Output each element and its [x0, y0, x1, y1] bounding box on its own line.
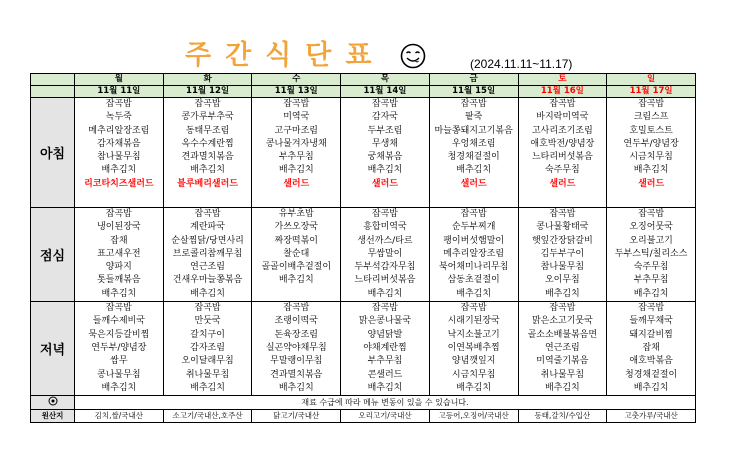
menu-item: 호밀토스트 [629, 125, 673, 136]
menu-item: 잡곡밥 [283, 99, 310, 109]
menu-item: 배추김치 [278, 165, 314, 176]
highlight-menu-item: 샐러드 [549, 178, 576, 189]
menu-cell [75, 98, 164, 208]
menu-item: 청경채겉절이 [625, 369, 678, 380]
menu-item: 애호박전/양념장 [530, 138, 595, 149]
menu-item: 미역국 [283, 112, 310, 123]
menu-item: 맑은콩나물국 [358, 316, 412, 327]
menu-item: 들깨수제비국 [92, 316, 145, 327]
highlight-menu-item: 리코타치즈샐러드 [84, 178, 154, 189]
menu-item: 가쓰오장국 [274, 222, 318, 233]
menu-item: 배추김치 [278, 275, 314, 286]
menu-item: 배추김치 [190, 288, 225, 299]
menu-item: 잡곡밥 [194, 209, 221, 219]
menu-item: 맑은소고기뭇국 [531, 316, 593, 327]
menu-item: 돼지갈비찜 [629, 329, 673, 340]
menu-item: 찰순대 [283, 248, 310, 259]
note-circle-icon [48, 396, 58, 406]
menu-item: 조랭이떡국 [274, 316, 318, 327]
menu-item: 야채계란찜 [363, 342, 407, 353]
menu-item: 오징어뭇국 [629, 222, 673, 233]
menu-cell [607, 208, 696, 302]
origin-row [31, 410, 696, 423]
menu-item: 배추김치 [633, 165, 669, 176]
menu-item: 무생채 [371, 138, 398, 149]
menu-item: 잡곡밥 [371, 303, 398, 314]
menu-item: 숙주무침 [633, 262, 669, 273]
day-name: 수 [252, 74, 341, 86]
menu-item: 연두부/양념장 [623, 138, 679, 149]
menu-item: 유부초밥 [278, 209, 314, 219]
meal-label: 저녁 [31, 302, 75, 396]
day-date: 11월 17일 [607, 86, 696, 98]
menu-item: 부추무침 [367, 356, 403, 367]
origin-item: 닭고기/국내산 [252, 410, 341, 423]
menu-item: 잡곡밥 [105, 209, 132, 219]
menu-item: 두부조림 [367, 125, 403, 136]
menu-item: 잡곡밥 [460, 99, 487, 109]
menu-item: 메추리알장조림 [88, 125, 150, 136]
menu-item: 마늘쫑돼지고기볶음 [434, 125, 513, 136]
menu-item: 잡곡밥 [194, 99, 221, 109]
menu-item: 북어채미나리무침 [438, 262, 509, 273]
origin-item: 고춧가루/국내산 [607, 410, 696, 423]
menu-item: 견과멸치볶음 [181, 152, 234, 163]
menu-item: 순두부찌개 [451, 222, 496, 233]
menu-item: 콩나물황태국 [536, 222, 589, 233]
menu-item: 이연복배추찜 [447, 342, 500, 353]
menu-item: 녹두죽 [105, 112, 132, 123]
menu-item: 연근조림 [190, 262, 225, 273]
menu-cell [341, 302, 430, 396]
meal-row [31, 98, 696, 208]
menu-item: 오이무침 [544, 275, 580, 286]
smiley-face-icon [400, 43, 426, 69]
menu-item: 동태무조림 [185, 125, 230, 136]
menu-item: 궁채볶음 [367, 152, 403, 163]
menu-item: 잡채 [110, 235, 128, 246]
menu-item: 잡곡밥 [638, 209, 665, 219]
menu-item: 짜장떡볶이 [274, 235, 318, 246]
day-header-row [31, 74, 696, 86]
menu-cell [429, 302, 518, 396]
menu-cell [252, 208, 341, 302]
menu-item: 흥합미역국 [363, 222, 407, 233]
menu-item: 배추김치 [456, 382, 492, 393]
menu-item: 잡곡밥 [549, 303, 576, 314]
menu-item: 두부스틱/칠리소스 [614, 248, 688, 259]
menu-item: 취나물무침 [540, 369, 585, 380]
menu-item: 잡곡밥 [105, 99, 132, 109]
menu-item: 양념깻잎지 [451, 356, 496, 367]
menu-item: 브로콜리참깨무침 [172, 248, 243, 259]
menu-item: 잡곡밥 [549, 209, 576, 219]
menu-item: 배추김치 [367, 382, 403, 393]
menu-item: 고구마조림 [274, 125, 318, 136]
menu-item: 잡곡밥 [283, 303, 310, 314]
day-name: 금 [429, 74, 518, 86]
menu-cell [607, 302, 696, 396]
menu-item: 쌈무 [110, 356, 128, 367]
menu-period: (2024.11.11~11.17) [470, 57, 573, 71]
menu-item: 콘샐러드 [367, 369, 403, 380]
day-date: 11월 11일 [75, 86, 164, 98]
menu-item: 들깨무채국 [629, 316, 673, 327]
menu-item: 팥죽 [464, 112, 483, 123]
menu-cell [341, 98, 430, 208]
menu-item: 계란파국 [190, 222, 225, 233]
date-corner [31, 86, 75, 98]
note-row [31, 396, 696, 410]
menu-item: 배추김치 [456, 165, 492, 176]
menu-item: 옥수수계란찜 [181, 138, 234, 149]
menu-item: 골골이배추겉절이 [261, 262, 332, 273]
page-title: 주간식단표 [185, 40, 386, 71]
highlight-menu-item: 샐러드 [460, 178, 487, 189]
menu-cell [429, 208, 518, 302]
menu-item: 돈육장조림 [274, 329, 318, 340]
menu-item: 시금치무침 [451, 369, 496, 380]
origin-item: 오리고기/국내산 [341, 410, 430, 423]
highlight-menu-item: 블루베리샐러드 [177, 178, 238, 189]
menu-cell [518, 302, 607, 396]
menu-item: 미역줄기볶음 [536, 356, 589, 367]
menu-item: 콩나물겨자냉채 [265, 138, 327, 149]
menu-item: 잡곡밥 [371, 99, 398, 109]
menu-item: 잡채 [642, 342, 660, 353]
menu-item: 잡곡밥 [638, 99, 665, 109]
menu-item: 생선까스/타르 [357, 235, 413, 246]
menu-change-note: 재료 수급에 따라 메뉴 변동이 있을 수 있습니다. [75, 396, 696, 410]
day-name: 월 [75, 74, 164, 86]
menu-item: 배추김치 [190, 165, 225, 176]
menu-item: 콩나물무침 [97, 369, 141, 380]
menu-item: 숙주무침 [544, 165, 580, 176]
menu-item: 햇잎간장닭갈비 [531, 235, 593, 246]
menu-item: 잡곡밥 [638, 303, 665, 314]
menu-item: 우엉채조림 [451, 138, 496, 149]
menu-item: 골소소배불볶음면 [527, 329, 598, 340]
menu-item: 무말랭이무침 [270, 356, 323, 367]
day-name: 목 [341, 74, 430, 86]
day-name: 토 [518, 74, 607, 86]
menu-item: 취나물무침 [185, 369, 230, 380]
menu-item: 배추김치 [101, 288, 137, 299]
menu-item: 배추김치 [633, 288, 669, 299]
menu-item: 연근조림 [544, 342, 580, 353]
origin-label: 원산지 [31, 410, 75, 423]
menu-item: 팽이버섯햄말이 [443, 235, 505, 246]
menu-item: 오이달래무침 [181, 356, 234, 367]
menu-item: 순살찜닭/당면사리 [171, 235, 244, 246]
menu-item: 부추무침 [278, 152, 314, 163]
menu-item: 바지락미역국 [536, 112, 589, 123]
menu-item: 배추김치 [367, 165, 403, 176]
menu-item: 콩가루부추국 [181, 112, 234, 123]
menu-item: 잡곡밥 [549, 99, 576, 109]
menu-item: 견과멸치볶음 [270, 369, 323, 380]
meal-row [31, 302, 696, 396]
menu-item: 배추김치 [101, 382, 137, 393]
note-icon-cell [31, 396, 75, 410]
menu-item: 감자채볶음 [97, 138, 141, 149]
menu-item: 크림스프 [633, 112, 669, 123]
menu-item: 잡곡밥 [460, 303, 487, 314]
menu-cell [429, 98, 518, 208]
highlight-menu-item: 샐러드 [371, 178, 398, 189]
highlight-menu-item: 샐러드 [283, 178, 310, 189]
menu-item: 김두부구이 [540, 248, 585, 259]
origin-item: 김치,쌀/국내산 [75, 410, 164, 423]
menu-item: 느타리버섯볶음 [354, 275, 416, 286]
menu-item: 배추김치 [456, 288, 492, 299]
menu-item: 삼동초겉절이 [447, 275, 500, 286]
meal-label: 점심 [31, 208, 75, 302]
menu-item: 시래기된장국 [447, 316, 500, 327]
day-date: 11월 16일 [518, 86, 607, 98]
menu-item: 감자조림 [190, 342, 225, 353]
menu-item: 배추김치 [633, 382, 669, 393]
menu-item: 배추김치 [278, 382, 314, 393]
menu-item: 배추김치 [101, 165, 137, 176]
menu-cell [607, 98, 696, 208]
menu-cell [163, 302, 252, 396]
menu-item: 오리불고기 [629, 235, 673, 246]
menu-cell [252, 302, 341, 396]
day-date: 11월 15일 [429, 86, 518, 98]
menu-cell [163, 208, 252, 302]
day-date: 11월 12일 [163, 86, 252, 98]
origin-item: 고등어,오징어/국내산 [429, 410, 518, 423]
origin-item: 동태,갈치/수입산 [518, 410, 607, 423]
menu-item: 양파지 [105, 262, 132, 273]
menu-cell [341, 208, 430, 302]
menu-item: 무쌈말이 [367, 248, 403, 259]
menu-item: 표고새우전 [97, 248, 141, 259]
menu-cell [75, 208, 164, 302]
menu-cell [75, 302, 164, 396]
menu-item: 갈치구이 [190, 329, 225, 340]
highlight-menu-item: 샐러드 [638, 178, 665, 189]
menu-cell [518, 208, 607, 302]
menu-item: 냉이된장국 [97, 222, 141, 233]
menu-item: 메추리알장조림 [443, 248, 505, 259]
menu-item: 건새우마늘쫑볶음 [172, 275, 243, 286]
day-name: 화 [163, 74, 252, 86]
menu-item: 애호박볶음 [629, 356, 673, 367]
meal-row [31, 208, 696, 302]
menu-item: 잡곡밥 [460, 209, 487, 219]
menu-item: 고사리조기조림 [531, 125, 593, 136]
menu-item: 배추김치 [544, 382, 580, 393]
menu-item: 감자국 [371, 112, 398, 123]
menu-item: 연두부/양념장 [91, 342, 147, 353]
origin-item: 소고기/국내산,호주산 [163, 410, 252, 423]
menu-item: 만둣국 [194, 316, 221, 327]
menu-item: 시금치무침 [629, 152, 673, 163]
menu-cell [252, 98, 341, 208]
day-date: 11월 14일 [341, 86, 430, 98]
menu-cell [518, 98, 607, 208]
menu-item: 실곤약야채무침 [265, 342, 327, 353]
menu-item: 배추김치 [367, 288, 403, 299]
menu-cell [163, 98, 252, 208]
weekly-menu-table [30, 73, 696, 423]
menu-item: 잡곡밥 [105, 303, 132, 314]
menu-item: 배추김치 [544, 288, 580, 299]
meal-rows [31, 98, 696, 396]
menu-item: 두부석감자무침 [354, 262, 416, 273]
menu-item: 잡곡밥 [194, 303, 221, 314]
menu-item: 양념닭발 [367, 329, 403, 340]
menu-item: 부추무침 [633, 275, 669, 286]
menu-item: 청경채겉절이 [447, 152, 500, 163]
date-row [31, 86, 696, 98]
header-corner [31, 74, 75, 86]
menu-item: 참나물무침 [540, 262, 585, 273]
meal-label: 아침 [31, 98, 75, 208]
menu-item: 낙지소불고기 [447, 329, 500, 340]
menu-item: 톳들깨볶음 [97, 275, 141, 286]
day-date: 11월 13일 [252, 86, 341, 98]
menu-item: 잡곡밥 [371, 209, 398, 219]
menu-item: 참나물무침 [97, 152, 141, 163]
menu-item: 느타리버섯볶음 [531, 152, 593, 163]
menu-item: 묵은지등갈비찜 [88, 329, 150, 340]
menu-item: 배추김치 [190, 382, 225, 393]
day-name: 일 [607, 74, 696, 86]
